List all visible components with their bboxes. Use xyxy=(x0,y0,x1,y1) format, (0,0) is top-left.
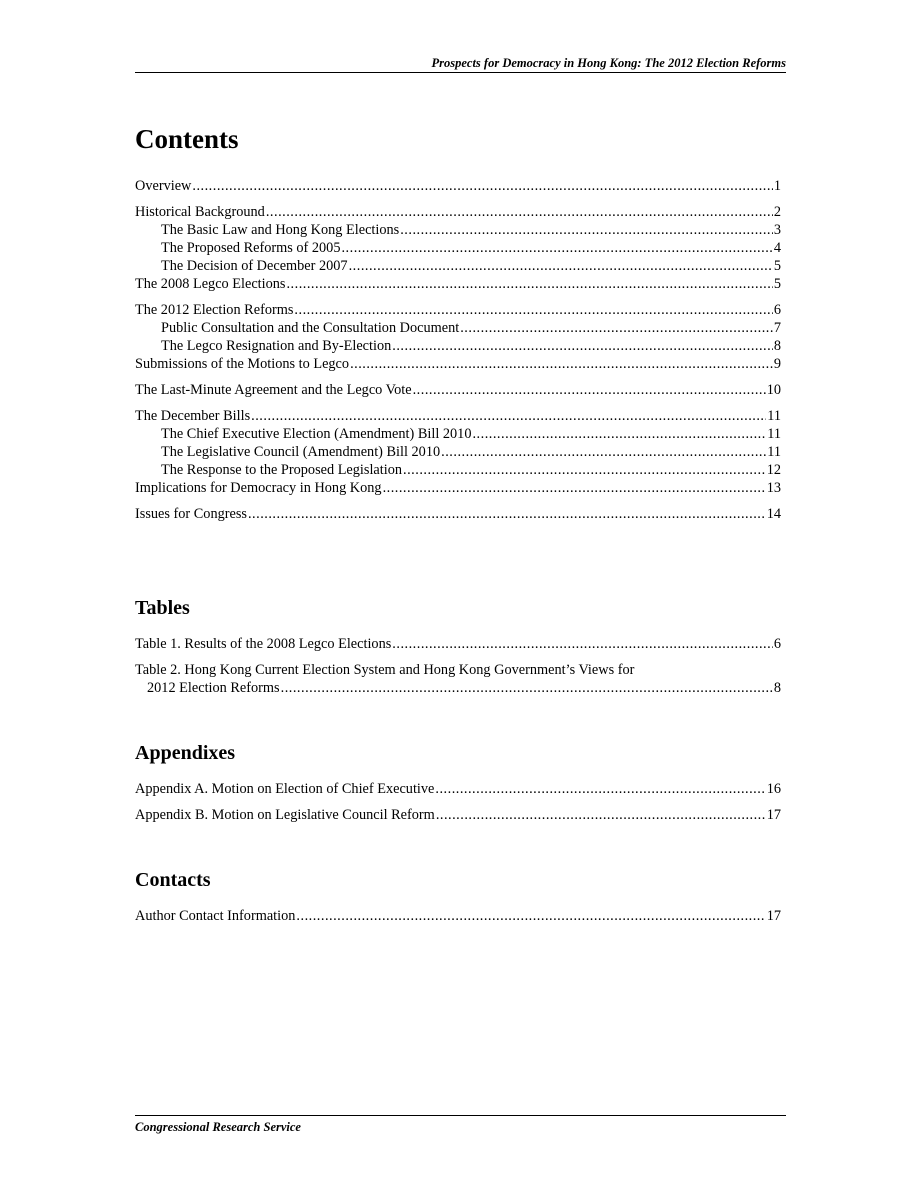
toc-entry-2012-election-reforms[interactable]: The 2012 Election Reforms ..... 6 xyxy=(135,301,781,319)
footer-rule xyxy=(135,1115,786,1116)
contacts-list xyxy=(135,907,781,925)
toc-entry-issues-for-congress[interactable]: Issues for Congress ..... 14 xyxy=(135,505,781,523)
contents-heading: Contents xyxy=(135,124,239,154)
toc-entry-submissions-of-motions[interactable]: Submissions of the Motions to Legco ..... 9 xyxy=(135,355,781,373)
toc-entry-author-contact[interactable]: Author Contact Information ..... 17 xyxy=(135,907,781,925)
toc-entry-proposed-reforms-2005[interactable]: The Proposed Reforms of 2005 ..... 4 xyxy=(135,239,781,257)
toc-entry-historical-background[interactable]: Historical Background ..... 2 xyxy=(135,203,781,221)
toc-entry-overview[interactable]: Overview ..... 1 xyxy=(135,177,781,195)
header-rule xyxy=(135,72,786,73)
tables-heading: Tables xyxy=(135,597,190,619)
toc-entry-legislative-council-bill[interactable]: The Legislative Council (Amendment) Bill 2010 ..... 11 xyxy=(135,443,781,461)
toc-entry-december-bills[interactable]: The December Bills ..... 11 xyxy=(135,407,781,425)
toc-entry-table-2[interactable]: Table 2. Hong Kong Current Election System and Hong Kong Government’s Views for 2012 Election Reforms ..... 8 xyxy=(135,661,781,697)
toc-entry-implications[interactable]: Implications for Democracy in Hong Kong ..... 13 xyxy=(135,479,781,497)
toc-entry-basic-law[interactable]: The Basic Law and Hong Kong Elections ..... 3 xyxy=(135,221,781,239)
toc-entry-chief-executive-bill[interactable]: The Chief Executive Election (Amendment) Bill 2010 ..... 11 xyxy=(135,425,781,443)
toc-entry-table-1[interactable]: Table 1. Results of the 2008 Legco Elections ..... 6 xyxy=(135,635,781,653)
running-header: Prospects for Democracy in Hong Kong: The 2012 Election Reforms xyxy=(431,56,786,70)
appendixes-heading: Appendixes xyxy=(135,742,236,764)
toc-entry-appendix-a[interactable]: Appendix A. Motion on Election of Chief Executive ..... 16 xyxy=(135,780,781,798)
toc-entry-last-minute-agreement[interactable]: The Last-Minute Agreement and the Legco Vote ..... 10 xyxy=(135,381,781,399)
contacts-heading: Contacts xyxy=(135,869,211,891)
contents-list xyxy=(135,177,781,523)
toc-entry-public-consultation[interactable]: Public Consultation and the Consultation Document ..... 7 xyxy=(135,319,781,337)
toc-entry-2008-legco-elections[interactable]: The 2008 Legco Elections ..... 5 xyxy=(135,275,781,293)
toc-entry-appendix-b[interactable]: Appendix B. Motion on Legislative Council Reform ..... 17 xyxy=(135,806,781,824)
tables-list xyxy=(135,635,781,697)
running-footer: Congressional Research Service xyxy=(135,1120,301,1134)
toc-entry-response-to-legislation[interactable]: The Response to the Proposed Legislation ..... 12 xyxy=(135,461,781,479)
toc-entry-legco-resignation[interactable]: The Legco Resignation and By-Election ..... 8 xyxy=(135,337,781,355)
appendixes-list xyxy=(135,780,781,824)
toc-entry-decision-december-2007[interactable]: The Decision of December 2007 ..... 5 xyxy=(135,257,781,275)
